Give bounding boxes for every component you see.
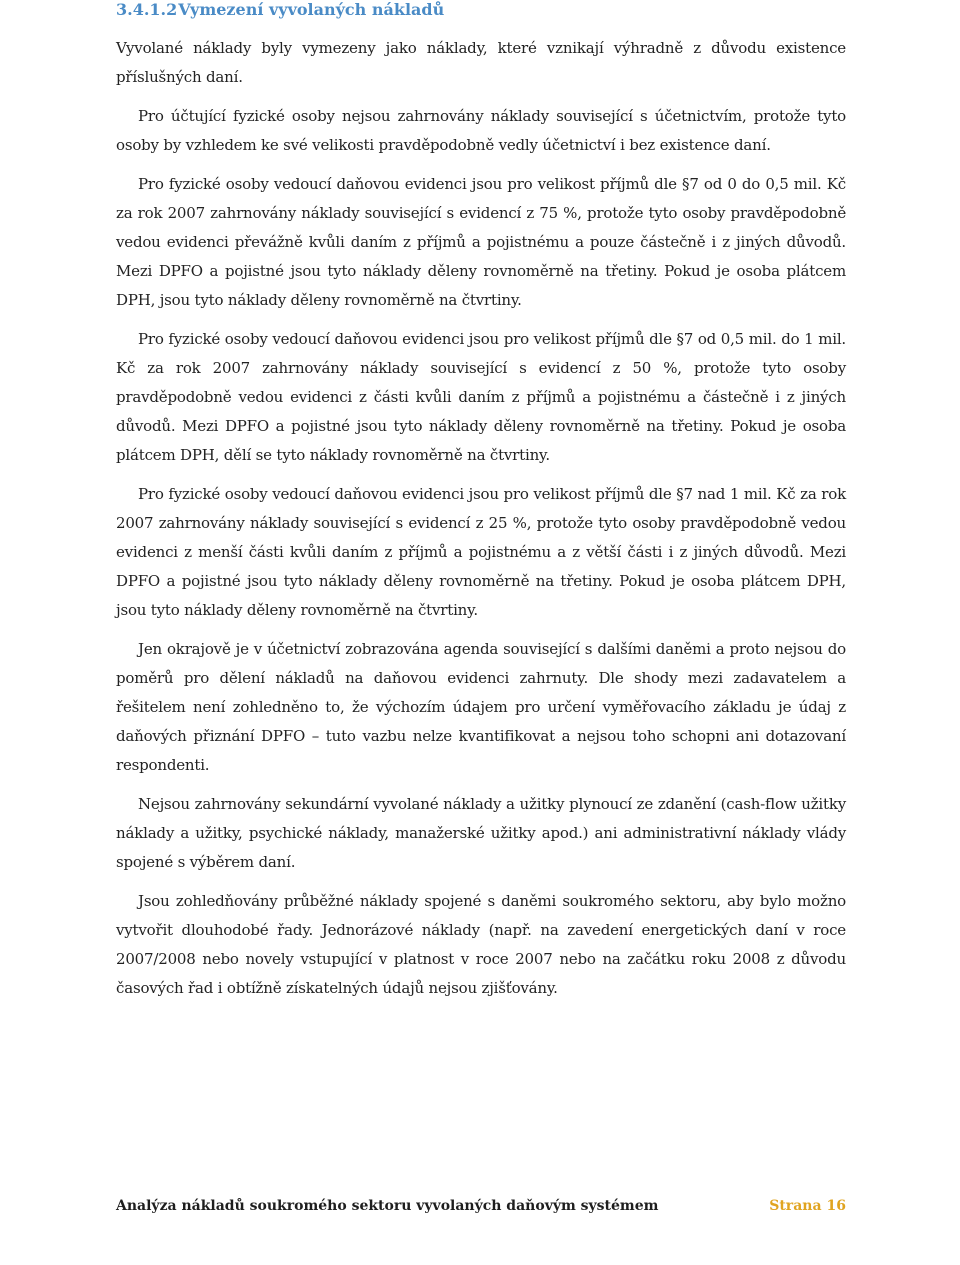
page-footer xyxy=(116,1198,846,1222)
paragraph-7: Nejsou zahrnovány sekundární vyvolané náklady a užitky plynoucí ze zdanění (cash-flow užitky náklady a užitky, psychické náklady, manažerské užitky apod.) ani administrativní náklady vlády spojené s výběrem daní. xyxy=(116,795,846,871)
footer-page-indicator xyxy=(769,1198,846,1214)
paragraph-3: Pro fyzické osoby vedoucí daňovou evidenci jsou pro velikost příjmů dle §7 od 0 do 0,5 mil. Kč za rok 2007 zahrnovány náklady související s evidencí z 75 %, protože tyto osoby pravděpodobně vedou evidenci převážně kvůli daním z příjmů a pojistnému a pouze částečně i z jiných důvodů. Mezi DPFO a pojistné jsou tyto náklady děleny rovnoměrně na třetiny. Pokud je osoba plátcem DPH, jsou tyto náklady děleny rovnoměrně na čtvrtiny. xyxy=(116,175,846,309)
paragraph-8: Jsou zohledňovány průběžné náklady spojené s daněmi soukromého sektoru, aby bylo možno vytvořit dlouhodobé řady. Jednorázové náklady (např. na zavedení energetických daní v roce 2007/2008 nebo novely vstupující v platnost v roce 2007 nebo na začátku roku 2008 z důvodu časových řad i obtížně získatelných údajů nejsou zjišťovány. xyxy=(116,892,846,997)
page-label: Strana xyxy=(769,1198,822,1214)
paragraph-4: Pro fyzické osoby vedoucí daňovou evidenci jsou pro velikost příjmů dle §7 od 0,5 mil. do 1 mil. Kč za rok 2007 zahrnovány náklady související s evidencí z 50 %, protože tyto osoby pravděpodobně vedou evidenci z části kvůli daním z příjmů a pojistnému a částečně i z jiných důvodů. Mezi DPFO a pojistné jsou tyto náklady děleny rovnoměrně na třetiny. Pokud je osoba plátcem DPH, dělí se tyto náklady rovnoměrně na čtvrtiny. xyxy=(116,330,846,464)
body-text xyxy=(116,34,846,1013)
section-number: 3.4.1.2 xyxy=(116,0,178,19)
paragraph-5: Pro fyzické osoby vedoucí daňovou evidenci jsou pro velikost příjmů dle §7 nad 1 mil. Kč za rok 2007 zahrnovány náklady související s evidencí z 25 %, protože tyto osoby pravděpodobně vedou evidenci z menší části kvůli daním z příjmů a pojistnému a z větší části i z jiných důvodů. Mezi DPFO a pojistné jsou tyto náklady děleny rovnoměrně na třetiny. Pokud je osoba plátcem DPH, jsou tyto náklady děleny rovnoměrně na čtvrtiny. xyxy=(116,485,846,619)
section-title: Vymezení vyvolaných nákladů xyxy=(178,0,445,19)
section-heading xyxy=(116,0,444,19)
paragraph-1: Vyvolané náklady byly vymezeny jako náklady, které vznikají výhradně z důvodu existence příslušných daní. xyxy=(116,39,846,86)
paragraph-2: Pro účtující fyzické osoby nejsou zahrnovány náklady související s účetnictvím, protože tyto osoby by vzhledem ke své velikosti pravděpodobně vedly účetnictví i bez existence daní. xyxy=(116,107,846,154)
paragraph-6: Jen okrajově je v účetnictví zobrazována agenda související s dalšími daněmi a proto nejsou do poměrů pro dělení nákladů na daňovou evidenci zahrnuty. Dle shody mezi zadavatelem a řešitelem není zohledněno to, že výchozím údajem pro určení vyměřovacího základu je údaj z daňových přiznání DPFO – tuto vazbu nelze kvantifikovat a nejsou toho schopni ani dotazovaní respondenti. xyxy=(116,640,846,774)
page-number: 16 xyxy=(826,1198,846,1214)
footer-document-title: Analýza nákladů soukromého sektoru vyvolaných daňovým systémem xyxy=(116,1198,659,1214)
